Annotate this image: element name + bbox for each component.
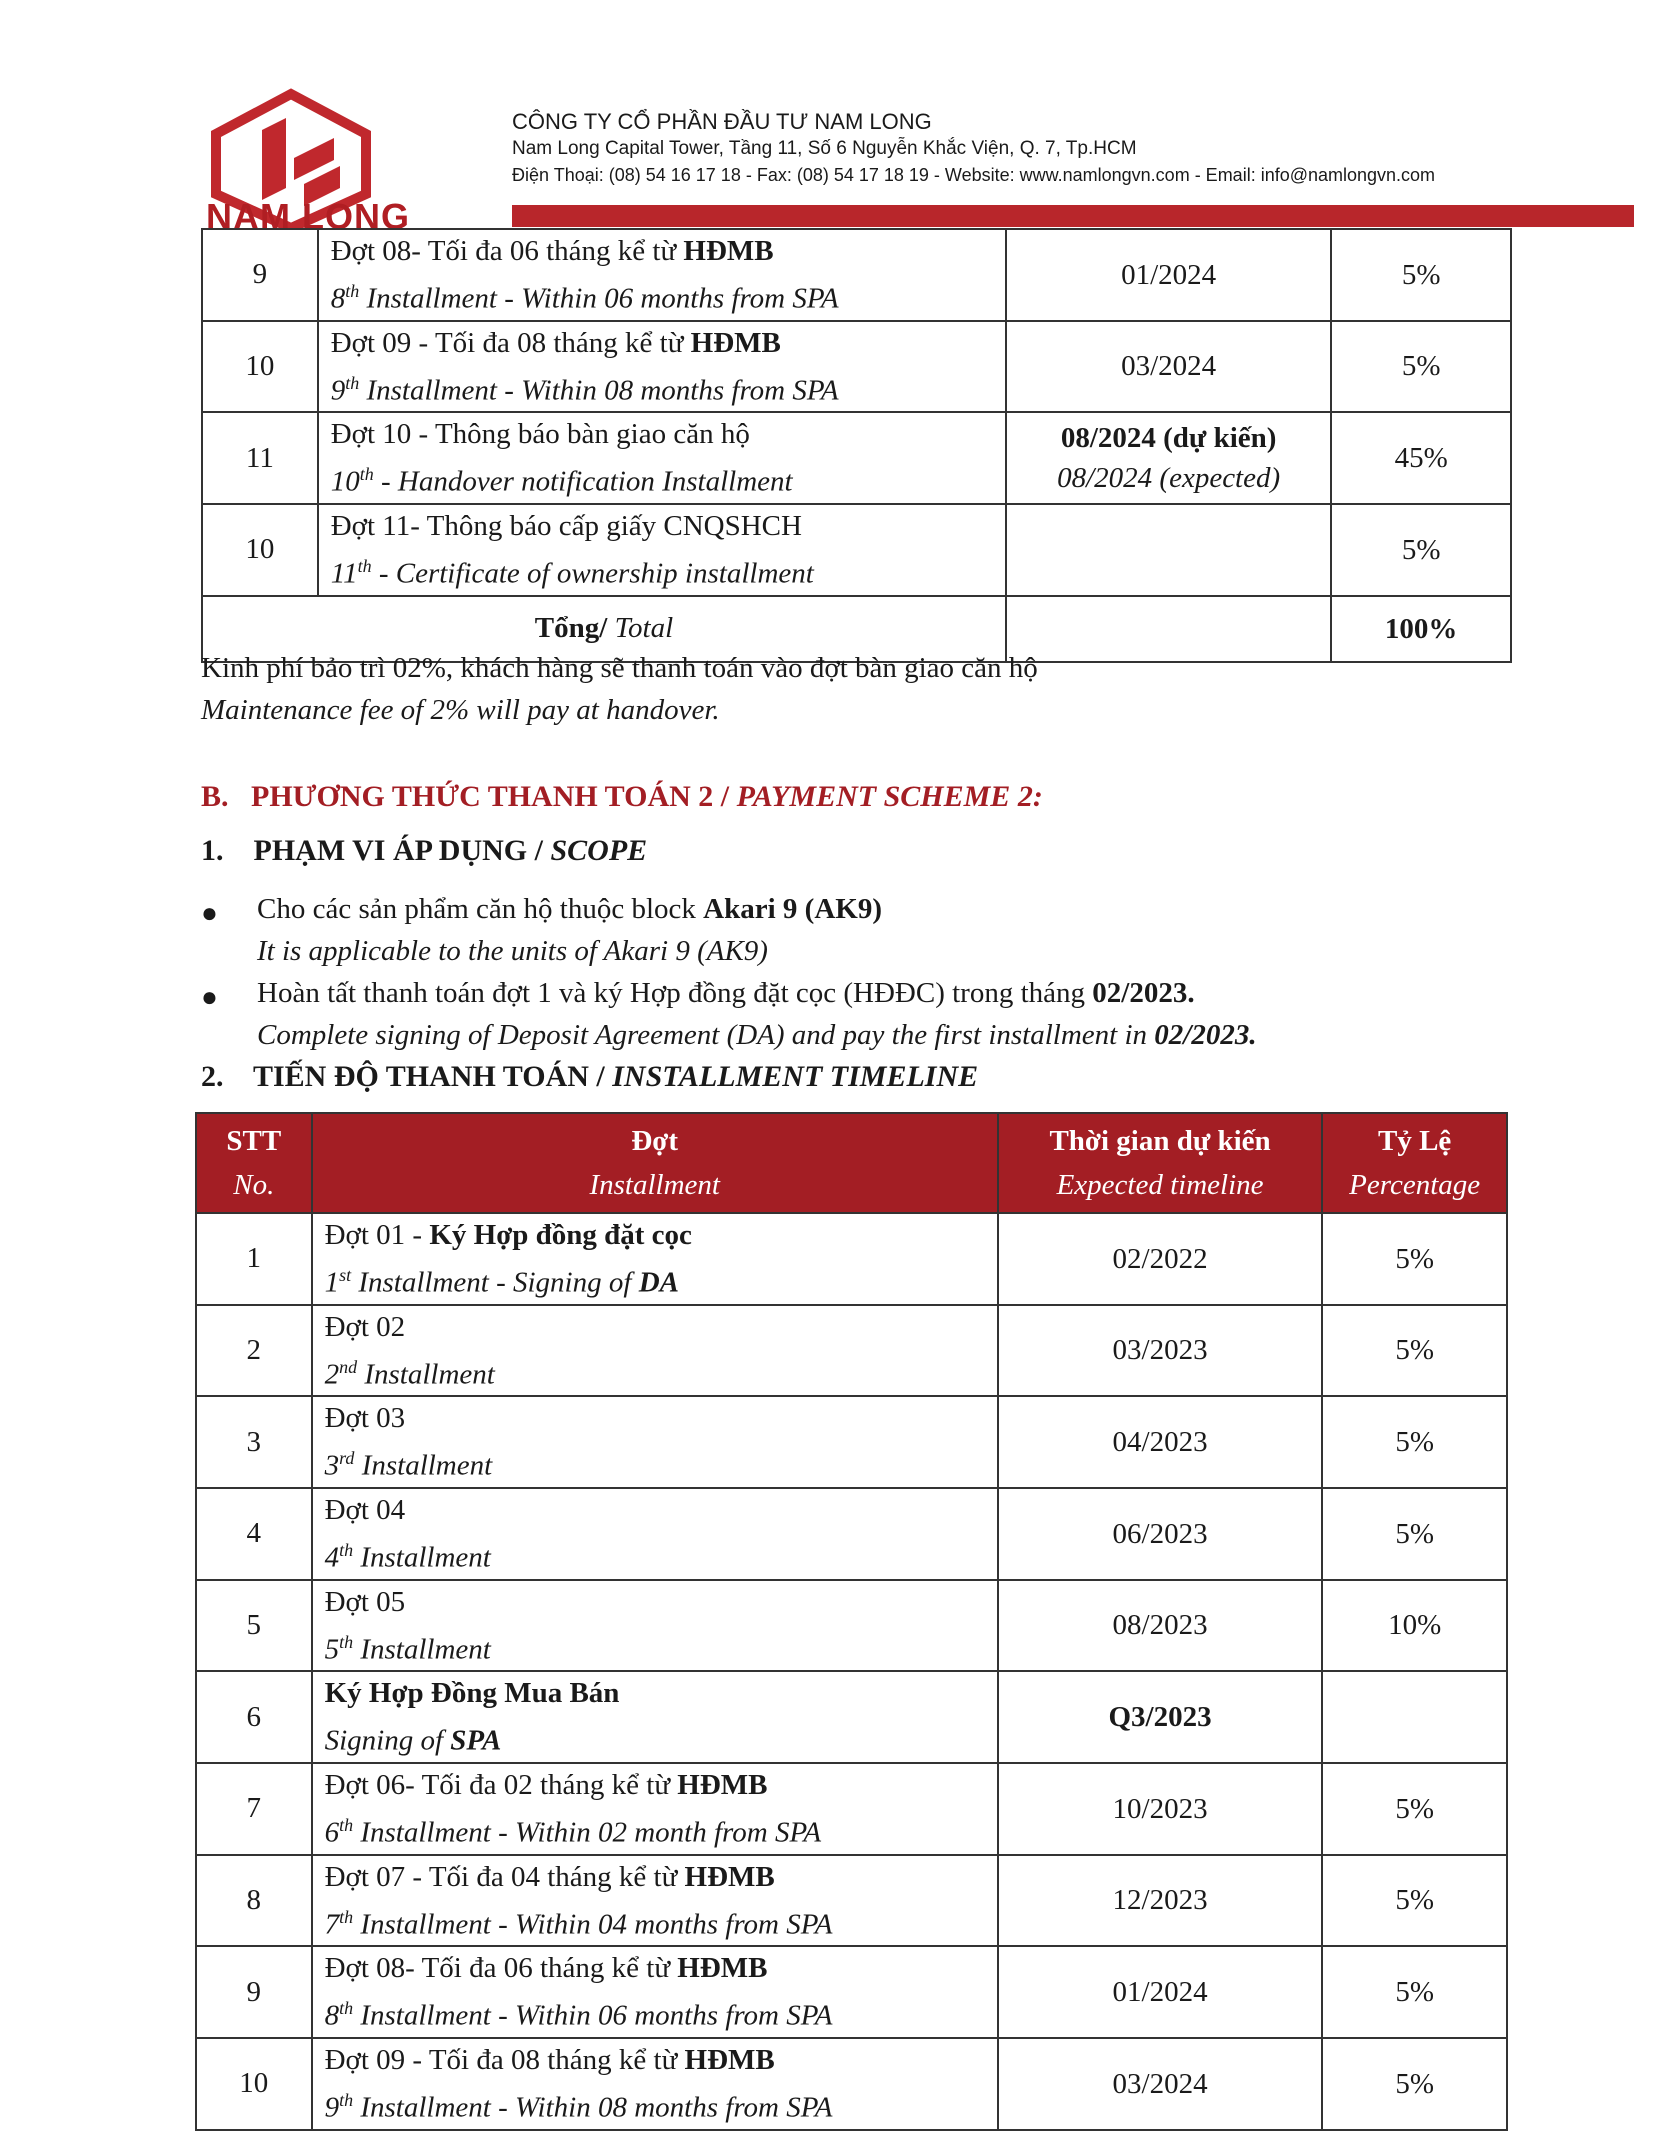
- installment-cell: [312, 1946, 998, 2038]
- installment-cell: [318, 229, 1006, 321]
- installment-en: 6th Installment - Within 02 month from SPA: [324, 1814, 822, 1849]
- installment-en: 1st Installment - Signing of DA: [324, 1265, 679, 1299]
- header-bar: [512, 205, 1634, 227]
- installment-cell: [318, 321, 1006, 413]
- installment-en: 10th - Handover notification Installment: [330, 464, 793, 498]
- table-row: [196, 1855, 1507, 1947]
- row-number: 9: [196, 1946, 312, 2038]
- installment-vi: Đợt 05: [324, 1585, 406, 1618]
- percentage: 5%: [1331, 229, 1511, 321]
- installment-cell: [312, 1671, 998, 1763]
- installment-vi: Đợt 03: [324, 1402, 406, 1435]
- row-number: 9: [202, 229, 318, 321]
- table-row: [196, 1946, 1507, 2038]
- row-number: 11: [202, 412, 318, 504]
- installment-vi: Đợt 08- Tối đa 06 tháng kể từ HĐMB: [324, 1952, 768, 1985]
- expected-timeline: 06/2023: [998, 1488, 1323, 1580]
- percentage: 5%: [1322, 1855, 1507, 1947]
- row-number: 10: [202, 504, 318, 596]
- table-row: [202, 321, 1511, 413]
- installment-en: 8th Installment - Within 06 months from SPA: [324, 1998, 833, 2032]
- installment-table-continued: [201, 228, 1512, 663]
- table-header-row: [196, 1113, 1507, 1213]
- percentage: 10%: [1322, 1580, 1507, 1672]
- row-number: 10: [196, 2038, 312, 2130]
- installment-cell: [312, 1488, 998, 1580]
- expected-timeline: 08/2024 (dự kiến) 08/2024 (expected): [1006, 412, 1331, 504]
- installment-timeline-table: [195, 1112, 1508, 2131]
- table-row: [196, 2038, 1507, 2130]
- percentage: 45%: [1331, 412, 1511, 504]
- timeline-heading: 2. TIẾN ĐỘ THANH TOÁN / INSTALLMENT TIMELINE: [201, 1060, 979, 1093]
- installment-vi: Đợt 06- Tối đa 02 tháng kể từ HĐMB: [324, 1768, 768, 1801]
- scope-heading: 1. PHẠM VI ÁP DỤNG / SCOPE: [201, 834, 648, 867]
- percentage: 5%: [1331, 321, 1511, 413]
- percentage: 5%: [1322, 1946, 1507, 2038]
- installment-vi: Đợt 09 - Tối đa 08 tháng kể từ HĐMB: [324, 2043, 775, 2076]
- table-row: [196, 1213, 1507, 1305]
- installment-en: 2nd Installment: [324, 1356, 495, 1391]
- expected-timeline: 12/2023: [998, 1855, 1323, 1947]
- expected-timeline: 02/2022: [998, 1213, 1323, 1305]
- expected-timeline: 10/2023: [998, 1763, 1323, 1855]
- total-percentage: 100%: [1331, 596, 1511, 662]
- total-label: Tổng/ Total: [202, 596, 1006, 662]
- installment-vi: Đợt 07 - Tối đa 04 tháng kể từ HĐMB: [324, 1860, 775, 1893]
- installment-vi: Đợt 01 - Ký Hợp đồng đặt cọc: [324, 1219, 692, 1251]
- table-row: [196, 1488, 1507, 1580]
- row-number: 6: [196, 1671, 312, 1763]
- maintenance-note-en: Maintenance fee of 2% will pay at handover.: [201, 694, 720, 726]
- installment-vi: Đợt 08- Tối đa 06 tháng kể từ HĐMB: [330, 235, 774, 267]
- table-row: [196, 1396, 1507, 1488]
- expected-timeline: 08/2023: [998, 1580, 1323, 1672]
- section-b-title: B. PHƯƠNG THỨC THANH TOÁN 2 / PAYMENT SCHEME 2:: [201, 780, 1043, 813]
- company-address: Nam Long Capital Tower, Tầng 11, Số 6 Nguyễn Khắc Viện, Q. 7, Tp.HCM: [512, 138, 1137, 159]
- installment-vi: Đợt 02: [324, 1310, 406, 1343]
- installment-en: 9th Installment - Within 08 months from SPA: [324, 2089, 833, 2124]
- row-number: 7: [196, 1763, 312, 1855]
- percentage: 5%: [1322, 1213, 1507, 1305]
- expected-timeline: 01/2024: [998, 1946, 1323, 2038]
- table-row: [202, 504, 1511, 596]
- company-name: CÔNG TY CỔ PHẦN ĐẦU TƯ NAM LONG: [512, 109, 932, 134]
- table-row: [196, 1671, 1507, 1763]
- expected-timeline: Q3/2023: [998, 1671, 1323, 1763]
- installment-cell: [318, 504, 1006, 596]
- percentage: 5%: [1322, 1763, 1507, 1855]
- row-number: 5: [196, 1580, 312, 1672]
- installment-vi: Đợt 10 - Thông báo bàn giao căn hộ: [330, 418, 750, 451]
- header-percentage: Tỷ Lệ Percentage: [1322, 1113, 1507, 1213]
- expected-timeline: [1006, 504, 1331, 596]
- installment-en: 5th Installment: [324, 1631, 491, 1666]
- installment-en: Signing of SPA: [324, 1724, 502, 1757]
- table-row: [202, 412, 1511, 504]
- expected-timeline: 03/2024: [998, 2038, 1323, 2130]
- installment-en: 11th - Certificate of ownership installment: [330, 555, 814, 590]
- row-number: 8: [196, 1855, 312, 1947]
- row-number: 4: [196, 1488, 312, 1580]
- installment-cell: [312, 1763, 998, 1855]
- percentage: 5%: [1322, 1305, 1507, 1397]
- table-row: [196, 1763, 1507, 1855]
- table-row: [202, 229, 1511, 321]
- total-time: [1006, 596, 1331, 662]
- installment-cell: [312, 1305, 998, 1397]
- expected-timeline: 03/2024: [1006, 321, 1331, 413]
- percentage: [1322, 1671, 1507, 1763]
- installment-cell: [312, 1580, 998, 1672]
- installment-vi: Đợt 04: [324, 1493, 406, 1526]
- installment-cell: [312, 1855, 998, 1947]
- installment-en: 7th Installment - Within 04 months from SPA: [324, 1906, 833, 1941]
- percentage: 5%: [1331, 504, 1511, 596]
- header-no: STT No.: [196, 1113, 312, 1213]
- row-number: 3: [196, 1396, 312, 1488]
- installment-cell: [318, 412, 1006, 504]
- percentage: 5%: [1322, 1396, 1507, 1488]
- installment-en: 8th Installment - Within 06 months from SPA: [330, 281, 839, 315]
- installment-en: 4th Installment: [324, 1539, 491, 1574]
- installment-cell: [312, 1213, 998, 1305]
- brand-name: NAM LONG: [206, 196, 410, 237]
- table-row: [196, 1580, 1507, 1672]
- percentage: 5%: [1322, 2038, 1507, 2130]
- row-number: 10: [202, 321, 318, 413]
- installment-vi: Đợt 11- Thông báo cấp giấy CNQSHCH: [330, 509, 802, 542]
- installment-vi: Ký Hợp Đồng Mua Bán: [324, 1677, 620, 1710]
- expected-timeline: 01/2024: [1006, 229, 1331, 321]
- maintenance-note-vi: Kinh phí bảo trì 02%, khách hàng sẽ thanh toán vào đợt bàn giao căn hộ: [201, 652, 1038, 684]
- installment-en: 9th Installment - Within 08 months from SPA: [330, 372, 839, 407]
- table-row: [196, 1305, 1507, 1397]
- row-number: 2: [196, 1305, 312, 1397]
- percentage: 5%: [1322, 1488, 1507, 1580]
- company-info: [512, 108, 1435, 189]
- expected-timeline: 03/2023: [998, 1305, 1323, 1397]
- installment-en: 3rd Installment: [324, 1448, 493, 1482]
- expected-timeline: 04/2023: [998, 1396, 1323, 1488]
- row-number: 1: [196, 1213, 312, 1305]
- header-timeline: Thời gian dự kiến Expected timeline: [998, 1113, 1323, 1213]
- company-contact: Điện Thoại: (08) 54 16 17 18 - Fax: (08) 54 17 18 19 - Website: www.namlongvn.com - Email: info@namlongvn.com: [512, 165, 1436, 185]
- installment-cell: [312, 2038, 998, 2130]
- header-installment: Đợt Installment: [312, 1113, 998, 1213]
- installment-vi: Đợt 09 - Tối đa 08 tháng kể từ HĐMB: [330, 326, 781, 359]
- installment-cell: [312, 1396, 998, 1488]
